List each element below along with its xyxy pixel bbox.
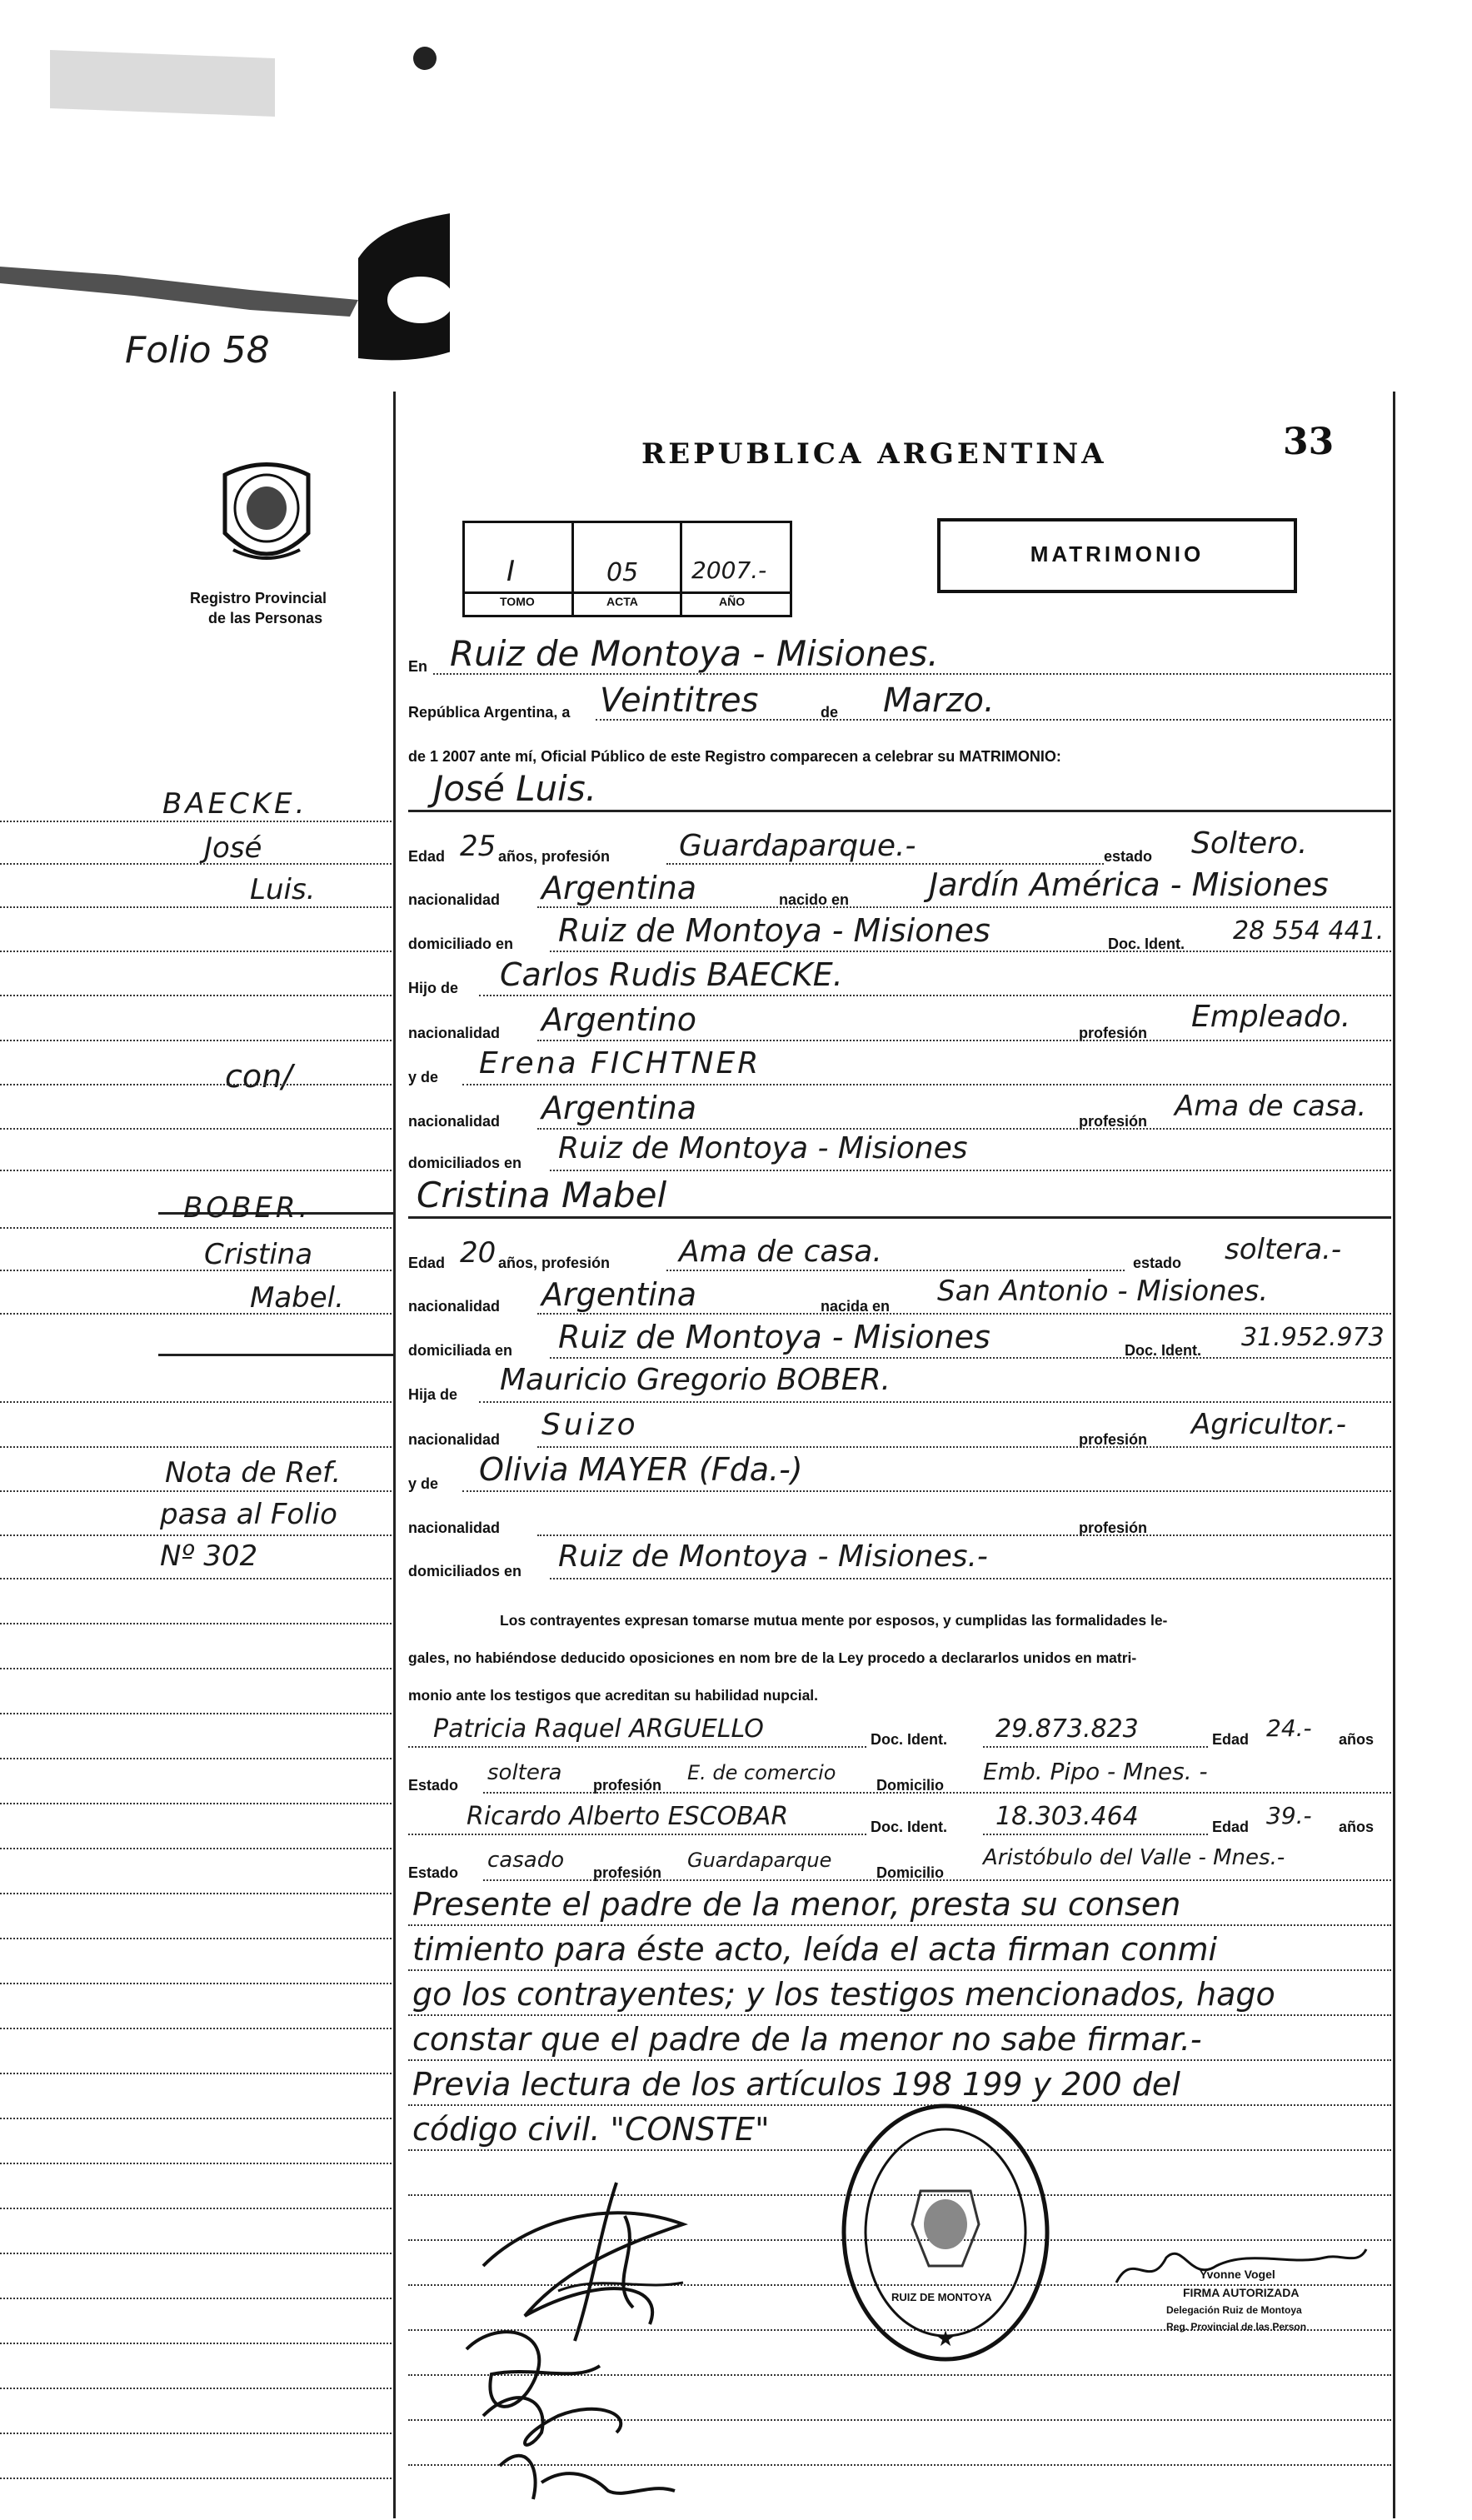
groom-madre-prof-label: profesión: [1079, 1113, 1148, 1130]
country-title: REPUBLICA ARGENTINA: [641, 437, 1107, 471]
groom-side-first: José: [204, 831, 262, 865]
bride-nacionalidad: Argentina: [541, 1276, 697, 1313]
witness-1-anos-label: años: [1339, 1731, 1375, 1748]
bride-doms-label: domiciliados en: [408, 1563, 522, 1579]
witness-1-doc: 29.873.823: [995, 1714, 1139, 1744]
bride-nacida-label: nacida en: [821, 1298, 891, 1315]
remark-line-4: constar que el padre de la menor no sabe firmar.-: [412, 2021, 1202, 2058]
acta-value: 05: [606, 558, 639, 587]
officer-registry: Reg. Provincial de las Person: [1166, 2321, 1307, 2333]
province-emblem: [217, 458, 317, 575]
witness-1-profesion: E. de comercio: [687, 1761, 836, 1784]
remark-line-3: go los contrayentes; y los testigos mencionados, hago: [412, 1976, 1275, 2013]
bride-padre-prof: Agricultor.-: [1191, 1408, 1347, 1441]
groom-doc: 28 554 441.: [1233, 916, 1385, 946]
side-note-1: Nota de Ref.: [165, 1456, 342, 1490]
witness-2-anos-label: años: [1339, 1819, 1375, 1835]
officer-title: FIRMA AUTORIZADA: [1183, 2286, 1300, 2299]
groom-madre-nac-label: nacionalidad: [408, 1113, 501, 1130]
groom-anos-label: años, profesión: [498, 848, 611, 865]
groom-doc-label: Doc. Ident.: [1108, 936, 1185, 952]
groom-hijo-label: Hijo de: [408, 980, 459, 996]
bride-estado: soltera.-: [1225, 1233, 1342, 1266]
ano-label: AÑO: [719, 595, 746, 608]
margin-rule: [393, 392, 396, 2518]
con-label: con/: [225, 1058, 293, 1095]
witness-2-dom-label: Domicilio: [876, 1864, 945, 1881]
groom-nacido-label: nacido en: [779, 891, 850, 908]
groom-padre-nac-label: nacionalidad: [408, 1025, 501, 1041]
bride-madre: Olivia MAYER (Fda.-): [479, 1451, 803, 1488]
bride-side-surname: BOBER.: [183, 1191, 312, 1225]
bride-dom-label: domiciliada en: [408, 1342, 513, 1359]
bride-side-first: Cristina: [204, 1238, 313, 1271]
bride-doc-label: Doc. Ident.: [1125, 1342, 1202, 1359]
witness-1-doc-label: Doc. Ident.: [871, 1731, 948, 1748]
witness-1-edad-label: Edad: [1212, 1731, 1250, 1748]
witness-1-estado: soltera: [487, 1760, 562, 1785]
bride-estado-label: estado: [1133, 1255, 1182, 1271]
groom-estado-label: estado: [1104, 848, 1153, 865]
bride-anos-label: años, profesión: [498, 1255, 611, 1271]
tomo-value: I: [506, 555, 516, 588]
groom-nac-label: nacionalidad: [408, 891, 501, 908]
acta-label: ACTA: [606, 595, 638, 608]
groom-estado: Soltero.: [1191, 826, 1308, 861]
bride-first-names: Cristina Mabel: [417, 1175, 667, 1215]
groom-doms-label: domiciliados en: [408, 1155, 522, 1171]
declaration-line-2: gales, no habiéndose deducido oposiciones en nom bre de la Ley procedo a declararlos unidos en matri-: [408, 1649, 1137, 1666]
groom-padre: Carlos Rudis BAECKE.: [500, 956, 843, 993]
remark-line-5: Previa lectura de los artículos 198 199 y 200 del: [412, 2066, 1180, 2103]
en-label: En: [408, 658, 428, 675]
remark-line-2: timiento para éste acto, leída el acta firman conmi: [412, 1931, 1218, 1968]
groom-edad-label: Edad: [408, 848, 446, 865]
official-seal: [837, 2099, 1054, 2366]
groom-madre: Erena FICHTNER: [479, 1046, 761, 1080]
witness-1-domicilio: Emb. Pipo - Mnes. -: [983, 1758, 1208, 1785]
groom-nacionalidad: Argentina: [541, 870, 697, 906]
groom-madre-nac: Argentina: [541, 1090, 697, 1126]
bride-padre: Mauricio Gregorio BOBER.: [500, 1363, 891, 1397]
registry-line-2: de las Personas: [208, 610, 323, 626]
seal-inner-text: RUIZ DE MONTOYA: [891, 2291, 992, 2303]
witness-1-prof-label: profesión: [593, 1777, 662, 1794]
witness-1-dom-label: Domicilio: [876, 1777, 945, 1794]
bride-padre-nac: Suizo: [541, 1408, 639, 1442]
bride-nacida: San Antonio - Misiones.: [937, 1275, 1269, 1308]
groom-madre-prof: Ama de casa.: [1175, 1090, 1367, 1123]
month: Marzo.: [883, 681, 995, 720]
groom-nacido: Jardín América - Misiones: [929, 866, 1329, 903]
groom-padre-nac: Argentino: [541, 1001, 696, 1038]
bride-hija-label: Hija de: [408, 1386, 458, 1403]
signatures: [433, 2166, 783, 2516]
witness-2-edad-label: Edad: [1212, 1819, 1250, 1835]
svg-text:★: ★: [936, 2326, 956, 2351]
bride-yde-label: y de: [408, 1475, 439, 1492]
groom-first-names: José Luis.: [433, 768, 597, 809]
officer-office: Delegación Ruiz de Montoya: [1166, 2304, 1302, 2316]
witness-2-name: Ricardo Alberto ESCOBAR: [467, 1802, 789, 1831]
remark-line-1: Presente el padre de la menor, presta su consen: [412, 1886, 1181, 1923]
bride-madre-prof-label: profesión: [1079, 1519, 1148, 1536]
bride-padres-dom: Ruiz de Montoya - Misiones.-: [558, 1539, 988, 1574]
bride-padre-nac-label: nacionalidad: [408, 1431, 501, 1448]
groom-side-second: Luis.: [250, 873, 316, 906]
scan-artifact: [0, 0, 450, 367]
registry-line-1: Registro Provincial: [190, 590, 327, 606]
witness-2-edad: 39.-: [1266, 1802, 1312, 1829]
remark-line-6: código civil. "CONSTE": [412, 2111, 770, 2148]
day: Veintitres: [600, 681, 759, 720]
bride-profesion: Ama de casa.: [679, 1235, 882, 1269]
groom-side-surname: BAECKE.: [162, 787, 308, 821]
bride-domicilio: Ruiz de Montoya - Misiones: [558, 1319, 990, 1355]
witness-2-doc: 18.303.464: [995, 1802, 1139, 1831]
side-note-2: pasa al Folio: [160, 1498, 337, 1531]
groom-profesion: Guardaparque.-: [679, 829, 916, 863]
page-number: 33: [1283, 421, 1335, 463]
witness-2-domicilio: Aristóbulo del Valle - Mnes.-: [983, 1845, 1285, 1870]
side-note-3: Nº 302: [160, 1539, 258, 1573]
bride-edad-label: Edad: [408, 1255, 446, 1271]
ano-value: 2007.-: [691, 556, 767, 584]
groom-domicilio: Ruiz de Montoya - Misiones: [558, 912, 990, 949]
bride-padre-prof-label: profesión: [1079, 1431, 1148, 1448]
witness-1-name: Patricia Raquel ARGUELLO: [433, 1714, 764, 1744]
groom-padres-dom: Ruiz de Montoya - Misiones: [558, 1131, 968, 1165]
witness-2-estado-label: Estado: [408, 1864, 459, 1881]
year-label: de 1 2007 ante mí, Oficial Público de este Registro comparecen a celebrar su MATRIMONIO:: [408, 748, 1061, 765]
bride-edad: 20: [460, 1236, 496, 1270]
groom-padre-prof-label: profesión: [1079, 1025, 1148, 1041]
witness-1-edad: 24.-: [1266, 1714, 1312, 1742]
bride-doc: 31.952.973: [1241, 1323, 1385, 1352]
de-label: de: [821, 704, 839, 721]
republica-label: República Argentina, a: [408, 704, 571, 721]
declaration-line-3: monio ante los testigos que acreditan su habilidad nupcial.: [408, 1687, 819, 1704]
register-box: [462, 521, 792, 617]
witness-2-profesion: Guardaparque: [687, 1849, 832, 1872]
place: Ruiz de Montoya - Misiones.: [450, 633, 939, 674]
witness-2-doc-label: Doc. Ident.: [871, 1819, 948, 1835]
groom-padre-prof: Empleado.: [1191, 1000, 1351, 1034]
record-type: MATRIMONIO: [1030, 541, 1205, 566]
bride-nac-label: nacionalidad: [408, 1298, 501, 1315]
right-rule: [1393, 392, 1395, 2518]
record-type-box: [937, 518, 1297, 593]
folio-label: Folio 58: [125, 329, 270, 372]
groom-yde-label: y de: [408, 1069, 439, 1085]
groom-dom-label: domiciliado en: [408, 936, 514, 952]
witness-2-prof-label: profesión: [593, 1864, 662, 1881]
declaration-line-1: Los contrayentes expresan tomarse mutua mente por esposos, y cumplidas las formalidades le-: [500, 1612, 1168, 1629]
bride-madre-nac-label: nacionalidad: [408, 1519, 501, 1536]
groom-edad: 25: [460, 830, 496, 863]
witness-2-estado: casado: [487, 1848, 565, 1873]
officer-name: Yvonne Vogel: [1200, 2268, 1275, 2281]
tomo-label: TOMO: [500, 595, 535, 608]
witness-1-estado-label: Estado: [408, 1777, 459, 1794]
bride-side-second: Mabel.: [250, 1281, 344, 1315]
